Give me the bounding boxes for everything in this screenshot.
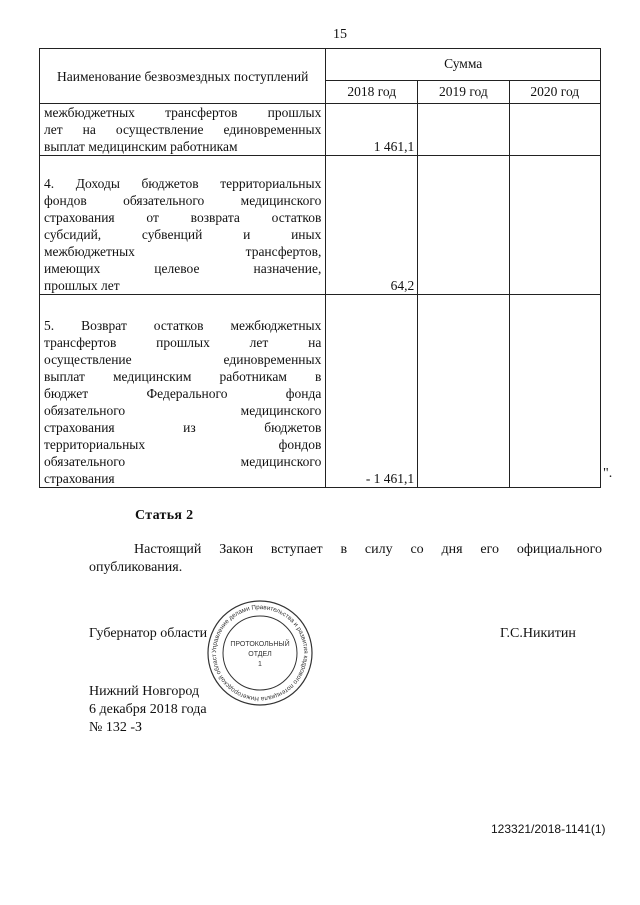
value-2019 bbox=[418, 156, 509, 295]
row-name bbox=[40, 104, 326, 156]
table-row bbox=[40, 295, 601, 488]
row-line: межбюджетных трансфертов прошлых bbox=[44, 105, 322, 120]
value-2020 bbox=[509, 156, 600, 295]
value-2019 bbox=[418, 104, 509, 156]
value-2019 bbox=[418, 295, 509, 488]
document-id: 123321/2018-1141(1) bbox=[491, 822, 606, 836]
row-line: субсидий, субвенций и иных bbox=[44, 227, 322, 242]
page-number: 15 bbox=[333, 27, 347, 42]
value-2020 bbox=[509, 295, 600, 488]
stamp-ring-text: Управление делами Правительства и развития кадрового потенциала Нижегородской област bbox=[210, 603, 310, 703]
row-line: 4. Доходы бюджетов территориальных bbox=[44, 176, 322, 191]
law-date: 6 декабря 2018 года bbox=[89, 702, 207, 717]
governor-name: Г.С.Никитин bbox=[500, 626, 576, 641]
value-2018: 1 461,1 bbox=[326, 104, 418, 156]
article-text-line: Настоящий Закон вступает в силу со дня его официального bbox=[134, 542, 602, 557]
row-line: 5. Возврат остатков межбюджетных bbox=[44, 318, 322, 333]
official-stamp bbox=[205, 600, 315, 706]
row-name bbox=[40, 156, 326, 295]
row-line: выплат медицинским работникам в bbox=[44, 369, 322, 384]
table-row bbox=[40, 104, 601, 156]
row-line: страхования из бюджетов bbox=[44, 420, 322, 435]
table-row bbox=[40, 156, 601, 295]
law-number: № 132 -З bbox=[89, 720, 143, 735]
row-name bbox=[40, 295, 326, 488]
row-line: обязательного медицинского bbox=[44, 454, 322, 469]
stamp-center-line3: 1 bbox=[258, 661, 262, 668]
article-title: Статья 2 bbox=[135, 508, 194, 523]
stamp-center-line2: ОТДЕЛ bbox=[248, 651, 272, 658]
header-year-2018: 2018 год bbox=[326, 80, 418, 103]
row-line: страхования bbox=[44, 471, 115, 486]
row-line: фондов обязательного медицинского bbox=[44, 193, 322, 208]
closing-quote: ". bbox=[603, 466, 613, 481]
stamp-center-line1: ПРОТОКОЛЬНЫЙ bbox=[230, 641, 290, 648]
row-line: осуществление единовременных bbox=[44, 352, 322, 367]
row-line: прошлых лет bbox=[44, 278, 120, 293]
row-line: трансфертов прошлых лет на bbox=[44, 335, 322, 350]
row-line: страхования от возврата остатков bbox=[44, 210, 322, 225]
row-line: территориальных фондов bbox=[44, 437, 322, 452]
governor-label: Губернатор области bbox=[89, 626, 208, 641]
row-line: бюджет Федерального фонда bbox=[44, 386, 322, 401]
value-2018: - 1 461,1 bbox=[326, 295, 418, 488]
header-year-2020: 2020 год bbox=[509, 80, 600, 103]
value-2020 bbox=[509, 104, 600, 156]
row-line: межбюджетных трансфертов, bbox=[44, 244, 322, 259]
article-text bbox=[89, 541, 602, 577]
signature-block bbox=[89, 683, 207, 737]
row-line: выплат медицинским работникам bbox=[44, 139, 238, 154]
row-line: обязательного медицинского bbox=[44, 403, 322, 418]
header-year-2019: 2019 год bbox=[418, 80, 509, 103]
budget-table bbox=[39, 48, 601, 488]
header-sum: Сумма bbox=[326, 49, 601, 81]
article-text-line: опубликования. bbox=[89, 560, 183, 575]
row-line: имеющих целевое назначение, bbox=[44, 261, 322, 276]
value-2018: 64,2 bbox=[326, 156, 418, 295]
city: Нижний Новгород bbox=[89, 684, 200, 699]
row-line: лет на осуществление единовременных bbox=[44, 122, 322, 137]
header-name: Наименование безвозмездных поступлений bbox=[40, 49, 326, 104]
